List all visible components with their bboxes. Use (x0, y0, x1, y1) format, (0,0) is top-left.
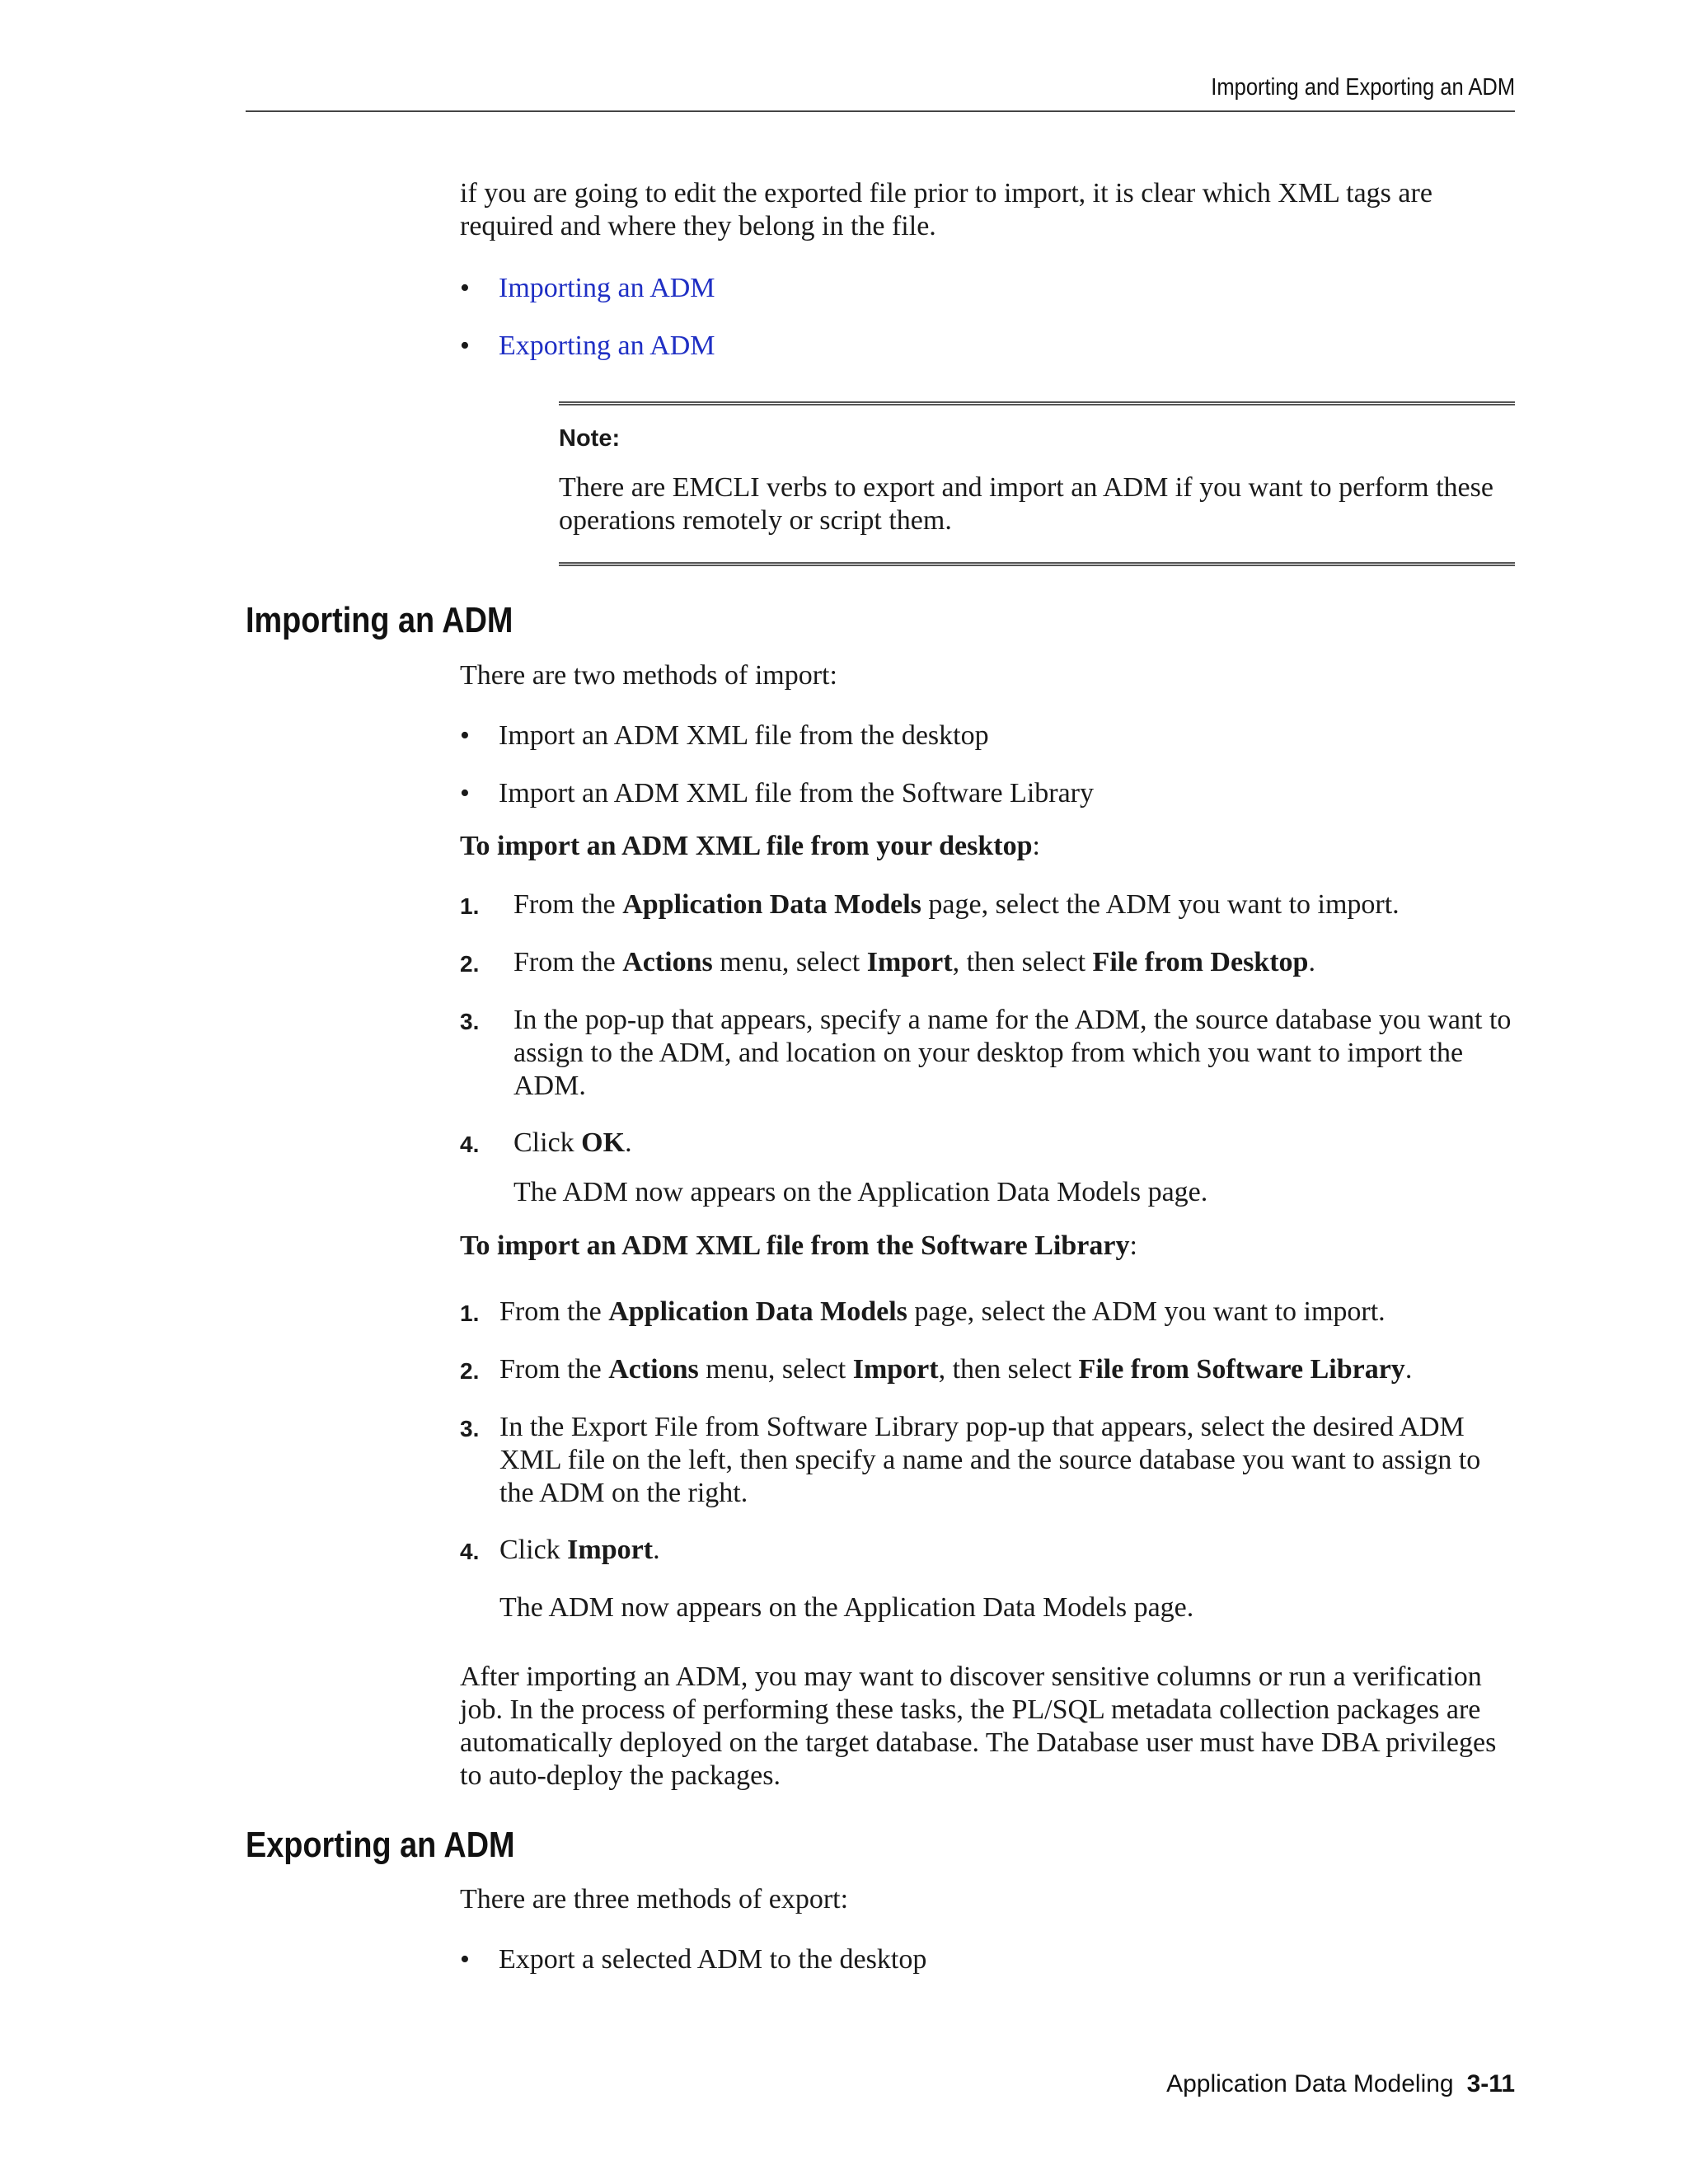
step-text: Click Import. (499, 1535, 660, 1565)
bullet-icon: • (460, 720, 470, 751)
export-methods-intro: There are three methods of export: (460, 1884, 849, 1915)
after-import-paragraph: After importing an ADM, you may want to discover sensitive columns or run a verification job. In the process of performing these tasks, the PL/SQL metadata collection packages are automatically deployed on the target database. The Database user must have DBA privileges to auto-deploy the packages. (460, 1661, 1497, 1791)
step-text: From the Actions menu, select Import, then select File from Desktop. (513, 947, 1315, 977)
procedure-title-library: To import an ADM XML file from the Software Library: (460, 1230, 1137, 1261)
bullet-icon: • (460, 330, 470, 361)
note-box (559, 401, 1515, 566)
heading-exporting-an-adm: Exporting an ADM (246, 1825, 515, 1865)
step-text: From the Actions menu, select Import, then select File from Software Library. (499, 1354, 1413, 1385)
step-number: 3. (460, 1009, 480, 1034)
step-text: In the pop-up that appears, specify a name for the ADM, the source database you want to assign to the ADM, and location on your desktop from which you want to import the ADM. (513, 1005, 1512, 1101)
list-item-text: Export a selected ADM to the desktop (499, 1944, 927, 1975)
procedure-title-desktop: To import an ADM XML file from your desktop: (460, 831, 1040, 861)
link-importing-an-adm[interactable]: Importing an ADM (499, 273, 715, 303)
step-number: 1. (460, 1301, 480, 1326)
note-label: Note: (559, 425, 621, 452)
step-number: 4. (460, 1132, 480, 1157)
link-exporting-an-adm[interactable]: Exporting an ADM (499, 330, 715, 361)
bullet-icon: • (460, 1944, 470, 1975)
header-title: Importing and Exporting an ADM (1211, 74, 1515, 101)
heading-importing-an-adm: Importing an ADM (246, 600, 513, 640)
running-footer (1166, 2070, 1515, 2098)
list-item-text: Import an ADM XML file from the Software Library (499, 778, 1095, 808)
running-header (246, 74, 1515, 112)
step-text: From the Application Data Models page, select the ADM you want to import. (499, 1296, 1386, 1327)
footer-chapter: Application Data Modeling (1166, 2070, 1454, 2097)
step-number: 2. (460, 1358, 480, 1384)
list-item-text: Import an ADM XML file from the desktop (499, 720, 989, 751)
intro-paragraph: if you are going to edit the exported file prior to import, it is clear which XML tags are required and where they belong in the file. (460, 178, 1432, 241)
step-text: Click OK. (513, 1127, 632, 1158)
page-number: 3-11 (1466, 2070, 1515, 2097)
bullet-icon: • (460, 778, 470, 808)
bullet-icon: • (460, 273, 470, 303)
step-number: 1. (460, 893, 480, 919)
step-text: In the Export File from Software Library pop-up that appears, select the desired ADM XML file on the left, then specify a name and the source database you want to assign to the ADM on the right. (499, 1412, 1481, 1508)
note-text: There are EMCLI verbs to export and import an ADM if you want to perform these operations remotely or script them. (559, 472, 1493, 536)
import-methods-intro: There are two methods of import: (460, 660, 837, 691)
step-text: From the Application Data Models page, select the ADM you want to import. (513, 889, 1400, 920)
step-number: 3. (460, 1416, 480, 1441)
step-number: 4. (460, 1539, 480, 1564)
step-number: 2. (460, 951, 480, 977)
step-result-text: The ADM now appears on the Application Data Models page. (499, 1592, 1194, 1623)
step-result-text: The ADM now appears on the Application Data Models page. (513, 1177, 1208, 1207)
